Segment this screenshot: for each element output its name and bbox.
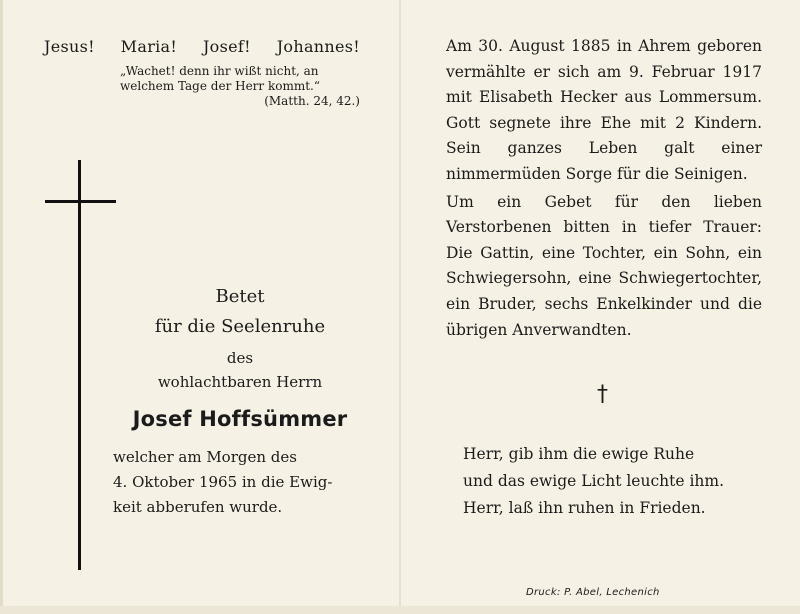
death-notice [113, 445, 358, 520]
heading-betet: Betet [215, 286, 265, 307]
small-cross-icon: † [597, 382, 608, 407]
invocation: Johannes! [276, 37, 360, 56]
prayer-line: und das ewige Licht leuchte ihm. [463, 472, 725, 490]
heading-seelenruhe: für die Seelenruhe [154, 316, 326, 337]
death-line: 4. Oktober 1965 in die Ewig- [113, 473, 333, 491]
cross-icon-bar [45, 200, 116, 203]
death-line: keit abberufen wurde. [113, 498, 283, 516]
invocation: Jesus! [44, 37, 95, 56]
prayer-line: Herr, gib ihm die ewige Ruhe [463, 445, 695, 463]
invocations [44, 37, 360, 56]
text-herrn: wohlachtbaren Herrn [157, 373, 323, 391]
bible-quote [120, 64, 360, 109]
right-page [401, 0, 800, 614]
invocation: Josef! [202, 37, 251, 56]
death-line: welcher am Morgen des [113, 448, 297, 466]
invocation: Maria! [120, 37, 178, 56]
prayer [463, 441, 753, 522]
text-des: des [226, 349, 254, 367]
biography [446, 34, 762, 343]
prayer-line: Herr, laß ihn ruhen in Frieden. [463, 499, 706, 517]
left-page [0, 0, 399, 614]
deceased-name: Josef Hoffsümmer [132, 407, 348, 431]
quote-line: welchem Tage der Herr kommt.“ [120, 79, 320, 93]
biography-paragraph: Am 30. August 1885 in Ahrem geboren vermählte er sich am 9. Februar 1917 mit Elisabeth Hecker aus Lommersum. Gott segnete ihre Ehe mit 2 Kindern. Sein ganzes Leben galt einer nimmermüden Sorge für die Seinigen. [446, 37, 762, 183]
printer-credit: Druck: P. Abel, Lechenich [526, 587, 660, 598]
biography-paragraph: Um ein Gebet für den lieben Verstorbenen bitten in tiefer Trauer: Die Gattin, eine Tochter, ein Sohn, ein Schwiegersohn, eine Schwiegertochter, ein Bruder, sechs Enkelkinder und die übrigen Anverwandten. [446, 192, 762, 339]
quote-line: „Wachet! denn ihr wißt nicht, an [120, 64, 319, 78]
cross-icon [78, 160, 81, 570]
quote-reference: (Matth. 24, 42.) [264, 94, 360, 108]
